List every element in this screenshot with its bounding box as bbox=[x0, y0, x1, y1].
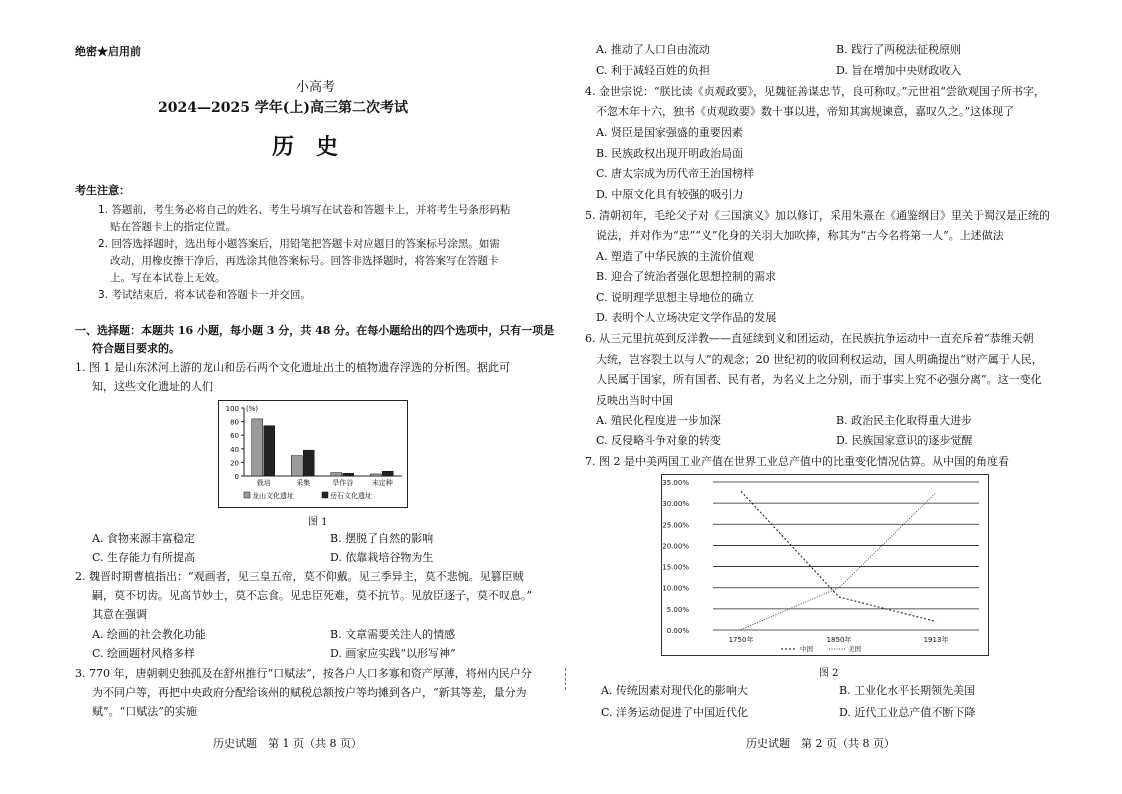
y-tick-label: 10.00% bbox=[662, 584, 689, 593]
y-tick-label: 40 bbox=[230, 445, 239, 454]
note-line: 2. 回答选择题时，选出每小题答案后，用铅笔把答题卡对应题目的答案标号涂黑。如需 bbox=[98, 238, 500, 250]
note-line: 1. 答题前，考生务必将自己的姓名、考生号填写在试卷和答题卡上，并将考生号条形码粘 bbox=[98, 204, 511, 216]
legend-label: 龙山文化遗址 bbox=[252, 492, 294, 500]
q1-stem: 1. 图 1 是山东沭河上游的龙山和岳石两个文化遗址出土的植物遗存浮选的分析图。据此可 bbox=[75, 361, 510, 374]
q5-option-b: B. 迎合了统治者强化思想控制的需求 bbox=[596, 270, 777, 283]
q4-option-b: B. 民族政权出现开明政治局面 bbox=[596, 147, 744, 160]
bar bbox=[370, 474, 381, 476]
q3-option-d: D. 旨在增加中央财政收入 bbox=[836, 64, 962, 77]
x-tick-label: 采集 bbox=[296, 479, 311, 487]
bar bbox=[382, 471, 393, 476]
note-line: 改动，用橡皮擦干净后，再选涂其他答案标号。回答非选择题时，将答案写在答题卡 bbox=[110, 255, 499, 267]
figure2-caption: 图 2 bbox=[819, 668, 839, 679]
q1-option-a: A. 食物来源丰富稳定 bbox=[92, 532, 195, 545]
bar bbox=[343, 473, 354, 476]
figure1-caption: 图 1 bbox=[308, 517, 328, 528]
q1-option-d: D. 依靠栽培谷物为生 bbox=[330, 551, 434, 564]
legend-label: 中国 bbox=[800, 645, 813, 653]
q6-option-c: C. 反侵略斗争对象的转变 bbox=[596, 434, 722, 447]
legend-swatch bbox=[322, 492, 328, 498]
y-tick-label: 60 bbox=[230, 432, 239, 441]
q6-stem: 大统，岂容裂土以与人”的观念；20 世纪初的收回利权运动，国人明确提出“财产属于人民， bbox=[596, 353, 1043, 366]
bar bbox=[331, 473, 342, 476]
bar bbox=[252, 419, 263, 476]
q3-stem: 赋”。“口赋法”的实施 bbox=[92, 705, 197, 718]
y-tick-label: 0.00% bbox=[666, 627, 689, 635]
series-line bbox=[741, 491, 936, 621]
x-tick-label: 1750年 bbox=[728, 636, 754, 644]
legend-swatch bbox=[244, 492, 250, 498]
q6-option-d: D. 民族国家意识的逐步觉醒 bbox=[836, 434, 973, 447]
q4-option-c: C. 唐太宗成为历代帝王治国榜样 bbox=[596, 167, 755, 180]
x-tick-label: 1850年 bbox=[826, 636, 852, 644]
q7-option-d: D. 近代工业总产值不断下降 bbox=[839, 706, 976, 719]
chart-frame bbox=[662, 475, 989, 656]
y-tick-label: 80 bbox=[230, 418, 239, 427]
q6-stem: 人民属于国家，所有国者、民有者，为名义上之分别，而于事实上究不必强分离”。这一变化 bbox=[596, 373, 1042, 386]
q7-option-b: B. 工业化水平长期领先美国 bbox=[839, 684, 976, 697]
y-tick-label: 30.00% bbox=[662, 500, 689, 509]
bar bbox=[303, 450, 314, 476]
q2-stem: 2. 魏晋时期曹植指出：“观画者，见三皇五帝，莫不仰戴。见三季异主，莫不悲惋。见篡臣贼 bbox=[75, 570, 524, 583]
section-heading-cont: 符合题目要求的。 bbox=[92, 342, 180, 355]
y-tick-label: 0 bbox=[234, 473, 239, 481]
right-page bbox=[561, 0, 1122, 794]
footer-left: 历史试题 第 1 页（共 8 页） bbox=[213, 737, 362, 750]
y-axis-label: (%) bbox=[246, 405, 259, 413]
q2-option-c: C. 绘画题材风格多样 bbox=[92, 647, 196, 660]
q3-stem: 3. 770 年，唐朝刺史独孤及在舒州推行“口赋法”，按各户人口多寡和资产厚薄，将州内民户分 bbox=[75, 667, 532, 680]
q3-stem: 为不同户等，再把中央政府分配给该州的赋税总额按户等均摊到各户，“新其等差，量分为 bbox=[92, 686, 527, 699]
q7-option-a: A. 传统因素对现代化的影响大 bbox=[601, 684, 748, 697]
q7-stem: 7. 图 2 是中美两国工业产值在世界工业总产值中的比重变化情况估算。从中国的角度看 bbox=[585, 455, 1009, 468]
q1-option-c: C. 生存能力有所提高 bbox=[92, 551, 196, 564]
section-heading: 一、选择题：本题共 16 小题，每小题 3 分，共 48 分。在每小题给出的四个选项中，只有一项是 bbox=[75, 324, 555, 337]
bar bbox=[264, 426, 275, 476]
note-line: 3. 考试结束后，将本试卷和答题卡一并交回。 bbox=[98, 289, 311, 301]
left-page bbox=[0, 0, 560, 794]
q1-option-b: B. 摆脱了自然的影响 bbox=[330, 532, 434, 545]
notes-heading: 考生注意： bbox=[75, 184, 130, 197]
figure1-bar-chart bbox=[218, 400, 408, 508]
q4-stem: 不忽木年十六，独书《贞观政要》数十事以进，帝知其寓规谏意，嘉叹久之。”这体现了 bbox=[596, 105, 1015, 118]
q5-option-c: C. 说明理学思想主导地位的确立 bbox=[596, 291, 755, 304]
q4-option-a: A. 贤臣是国家强盛的重要因素 bbox=[596, 126, 743, 139]
exam-name: 小高考 bbox=[296, 80, 336, 95]
x-tick-label: 未定种 bbox=[371, 479, 393, 487]
y-tick-label: 100 bbox=[225, 405, 239, 413]
note-line: 贴在答题卡上的指定位置。 bbox=[110, 221, 236, 233]
x-tick-label: 旱作谷 bbox=[332, 479, 354, 487]
q2-option-a: A. 绘画的社会教化功能 bbox=[92, 628, 206, 641]
x-tick-label: 1913年 bbox=[923, 636, 949, 644]
q3-option-a: A. 推动了人口自由流动 bbox=[596, 43, 710, 56]
q2-option-d: D. 画家应实践“以形写神” bbox=[330, 647, 456, 660]
secret-label: 绝密★启用前 bbox=[75, 45, 141, 58]
q4-stem: 4. 金世宗说：“朕比读《贞观政要》，见魏征善谋忠节，良可称叹。”元世祖“尝欲观国子所书字， bbox=[585, 85, 1045, 98]
q3-option-b: B. 践行了两税法征税原则 bbox=[836, 43, 962, 56]
q5-option-a: A. 塑造了中华民族的主流价值观 bbox=[596, 250, 754, 263]
q2-option-b: B. 文章需要关注人的情感 bbox=[330, 628, 456, 641]
q6-option-a: A. 殖民化程度进一步加深 bbox=[596, 414, 721, 427]
q7-option-c: C. 洋务运动促进了中国近代化 bbox=[601, 706, 749, 719]
q2-stem: 嗣，莫不切齿。见高节妙士，莫不忘食。见忠臣死难，莫不抗节。见放臣逐子，莫不叹息。” bbox=[92, 589, 533, 602]
x-tick-label: 栽培 bbox=[256, 479, 271, 487]
q5-option-d: D. 表明个人立场决定文学作品的发展 bbox=[596, 311, 777, 324]
subject-title: 历 史 bbox=[272, 134, 339, 160]
y-tick-label: 15.00% bbox=[662, 563, 689, 572]
legend-label: 美国 bbox=[848, 645, 861, 653]
q6-stem: 反映出当时中国 bbox=[596, 394, 673, 407]
y-tick-label: 20 bbox=[230, 459, 239, 468]
legend-label: 岳石文化遗址 bbox=[330, 492, 372, 500]
q5-stem: 5. 清朝初年，毛纶父子对《三国演义》加以修订，采用朱熹在《通鉴纲目》里关于蜀汉是正统的 bbox=[585, 209, 1050, 222]
exam-title: 2024—2025 学年(上)高三第二次考试 bbox=[158, 100, 409, 116]
y-tick-label: 25.00% bbox=[662, 521, 689, 530]
figure2-line-chart bbox=[661, 474, 989, 656]
q6-stem: 6. 从三元里抗英到反洋教——直延续到义和团运动，在民族抗争运动中一直充斥着“恭维天朝 bbox=[585, 332, 1034, 345]
footer-right: 历史试题 第 2 页（共 8 页） bbox=[746, 737, 895, 750]
q5-stem: 说法，并对作为“忠”“义”化身的关羽大加吹捧，称其为“古今名将第一人”。上述做法 bbox=[596, 229, 1004, 242]
bar bbox=[291, 456, 302, 476]
note-line: 上。写在本试卷上无效。 bbox=[110, 272, 226, 284]
q4-option-d: D. 中原文化具有较强的吸引力 bbox=[596, 188, 744, 201]
y-tick-label: 35.00% bbox=[662, 479, 689, 487]
q6-option-b: B. 政治民主化取得重大进步 bbox=[836, 414, 973, 427]
y-tick-label: 5.00% bbox=[666, 605, 689, 614]
q3-option-c: C. 利于减轻百姓的负担 bbox=[596, 64, 711, 77]
q2-stem: 其意在强调 bbox=[92, 608, 147, 621]
y-tick-label: 20.00% bbox=[662, 542, 689, 551]
q1-stem: 知，这些文化遗址的人们 bbox=[92, 380, 213, 393]
